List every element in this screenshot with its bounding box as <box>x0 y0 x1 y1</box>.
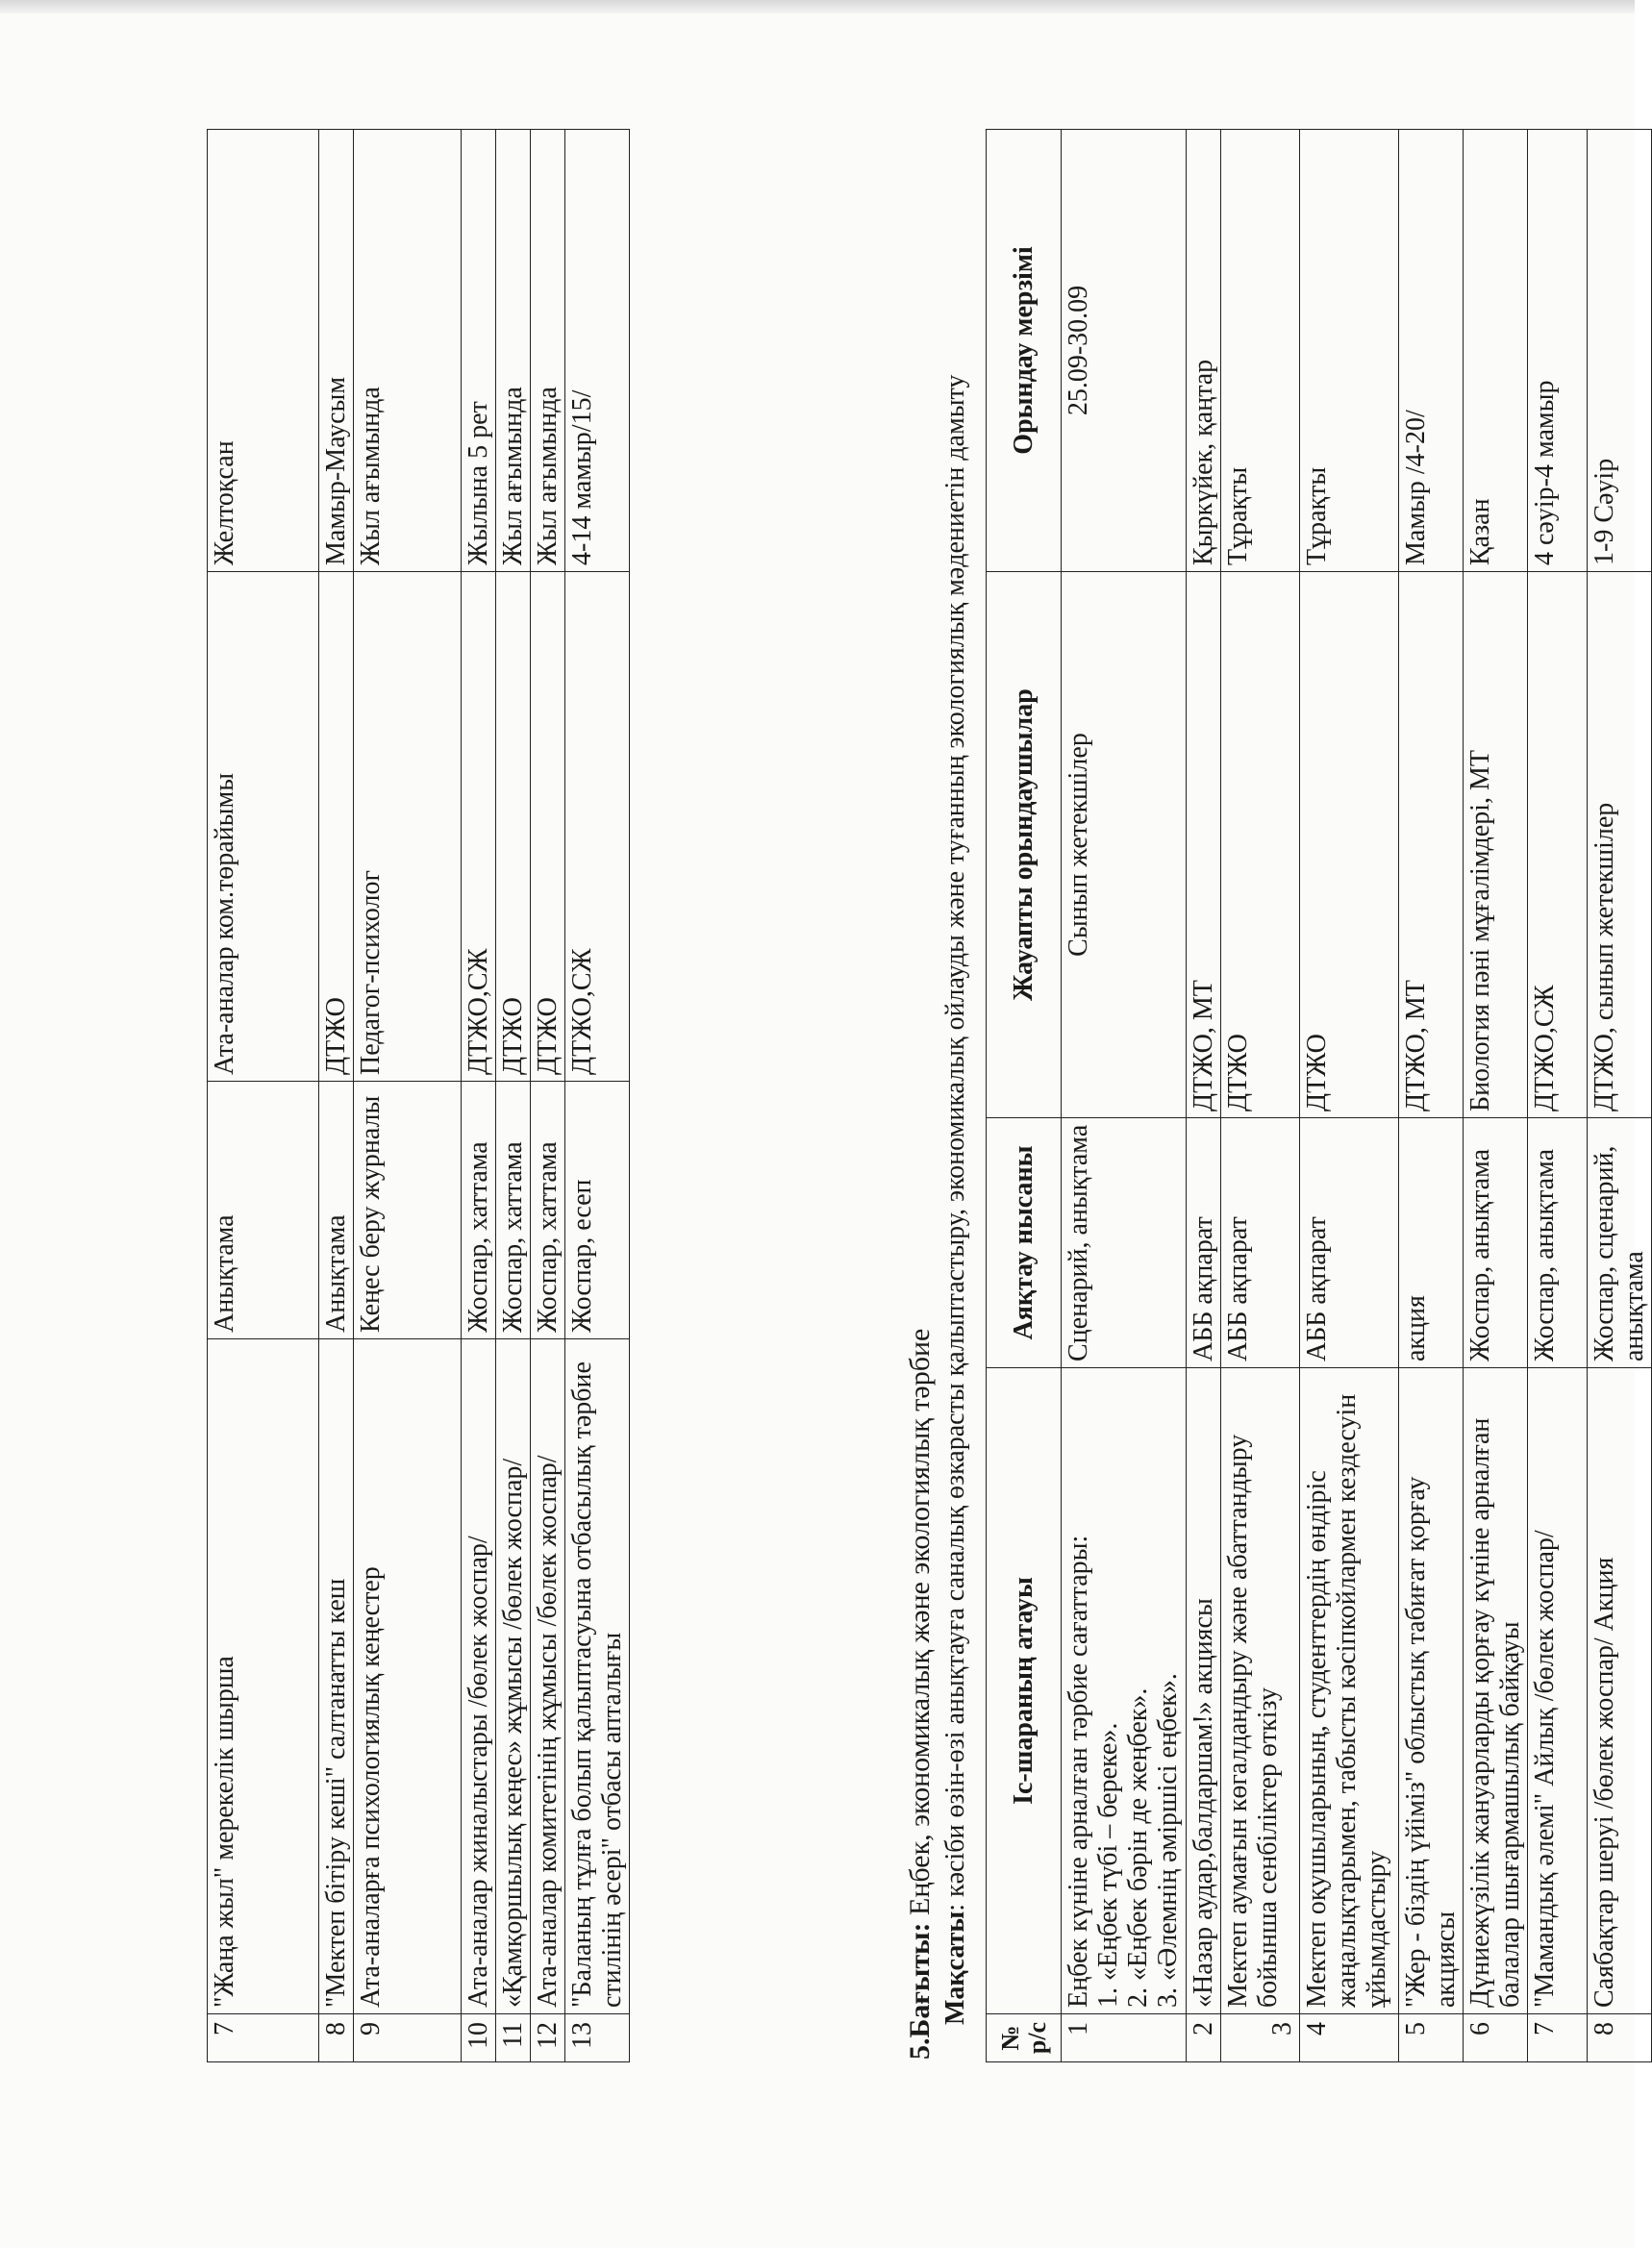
row-number: 6 <box>1464 2014 1528 2062</box>
table-row <box>1464 130 1528 2062</box>
header-deadline: Орындау мерзімі <box>987 130 1062 572</box>
responsible: ДТЖО, сынып жетекшілер <box>1588 572 1652 1118</box>
responsible: Биология пәні мұғалімдері, МТ <box>1464 572 1528 1118</box>
event-line: Еңбек күніне арналған тәрбие сағаттары: <box>1064 1535 1093 2008</box>
table-row <box>1300 130 1399 2062</box>
deadline: Жыл ағымында <box>354 130 462 572</box>
table-row <box>319 130 354 2062</box>
completion-form: Жоспар, есеп <box>565 1082 630 1339</box>
event-line: 1. «Еңбек түбі – береке». <box>1093 1722 1123 2008</box>
section-goal-label: Мақсаты <box>940 1911 970 2025</box>
row-number: 8 <box>1588 2014 1652 2062</box>
deadline: 25.09-30.09 <box>1062 130 1187 572</box>
completion-form: Жоспар, сценарий, анықтама <box>1588 1118 1652 1368</box>
row-number: 11 <box>496 2014 531 2062</box>
responsible: ДТЖО <box>319 572 354 1082</box>
section-heading <box>904 1329 937 2060</box>
event-name <box>1062 1368 1187 2014</box>
event-name: Ата-аналар жиналыстары /бөлек жоспар/ <box>462 1339 496 2014</box>
row-number: 8 <box>319 2014 354 2062</box>
deadline: Жыл ағымында <box>496 130 531 572</box>
table-row <box>531 130 565 2062</box>
responsible: ДТЖО,СЖ <box>1528 572 1588 1118</box>
row-number: 5 <box>1399 2014 1464 2062</box>
responsible: Ата-аналар ком.төрайымы <box>208 572 319 1082</box>
deadline: Тұрақты <box>1300 130 1399 572</box>
row-number: 12 <box>531 2014 565 2062</box>
header-responsible: Жауапты орындаушылар <box>987 572 1062 1118</box>
table-row <box>1588 130 1652 2062</box>
deadline: Тұрақты <box>1221 130 1300 572</box>
section-goal <box>940 121 971 2025</box>
event-name: "Мамандық әлемі" Айлық /бөлек жоспар/ <box>1528 1368 1588 2014</box>
responsible: ДТЖО <box>496 572 531 1082</box>
deadline: Жылына 5 рет <box>462 130 496 572</box>
header-number: № р/с <box>987 2014 1062 2062</box>
deadline: Желтоқсан <box>208 130 319 572</box>
responsible: Сынып жетекшілер <box>1062 572 1187 1118</box>
row-number: 9 <box>354 2014 462 2062</box>
event-name: "Жаңа жыл" мерекелік шырша <box>208 1339 319 2014</box>
deadline: Жыл ағымында <box>531 130 565 572</box>
event-name: Ата-аналар комитетінің жұмысы /бөлек жоспар/ <box>531 1339 565 2014</box>
table-row <box>462 130 496 2062</box>
responsible: Педагог-психолог <box>354 572 462 1082</box>
event-name: "Мектеп бітіру кеші" салтанатты кеш <box>319 1339 354 2014</box>
event-name: "Баланың тұлға болып қалыптасуына отбасылық тәрбие стилінің әсері" отбасы апталығы <box>565 1339 630 2014</box>
event-line: 3. «Әлемнің әміршісі еңбек». <box>1153 1673 1183 2008</box>
event-name: «Назар аудар,балдаршам!» акциясы <box>1187 1368 1221 2014</box>
responsible: ДТЖО <box>1221 572 1300 1118</box>
row-number: 10 <box>462 2014 496 2062</box>
deadline: 4-14 мамыр/15/ <box>565 130 630 572</box>
row-number: 7 <box>1528 2014 1588 2062</box>
completion-form: Жоспар, анықтама <box>1464 1118 1528 1368</box>
completion-form: Жоспар, анықтама <box>1528 1118 1588 1368</box>
parents-events-table <box>207 129 630 2062</box>
labor-economic-ecological-table <box>986 129 1652 2062</box>
table-row <box>565 130 630 2062</box>
responsible: ДТЖО, МТ <box>1187 572 1221 1118</box>
completion-form: акция <box>1399 1118 1464 1368</box>
section-heading-label: 5.Бағыты: <box>904 1922 936 2060</box>
table-row <box>354 130 462 2062</box>
row-number: 3 <box>1221 2014 1300 2062</box>
event-name: Ата-аналарға психологиялық кеңестер <box>354 1339 462 2014</box>
section-goal-text: : кәсіби өзін-өзі анықтауға саналық өзкарасты қалыптастыру, экономикалық ойлауды және туғанның экологиялық мәдениетін дамыту <box>940 374 970 1911</box>
completion-form: Жоспар, хаттама <box>496 1082 531 1339</box>
row-number: 2 <box>1187 2014 1221 2062</box>
completion-form: Анықтама <box>319 1082 354 1339</box>
table-row <box>1187 130 1221 2062</box>
event-name: Дүниежүзілік жануарларды қорғау күніне арналған балалар шығармашылық байқауы <box>1464 1368 1528 2014</box>
row-number: 13 <box>565 2014 630 2062</box>
completion-form: Анықтама <box>208 1082 319 1339</box>
event-name: Мектеп аумағын көгалдандыру және абаттандыру бойынша сенбіліктер өткізу <box>1221 1368 1300 2014</box>
header-form: Аяқтау нысаны <box>987 1118 1062 1368</box>
row-number: 4 <box>1300 2014 1399 2062</box>
table-row <box>208 130 319 2062</box>
responsible: ДТЖО <box>531 572 565 1082</box>
event-name: «Қамқоршылық кеңес» жұмысы /бөлек жоспар/ <box>496 1339 531 2014</box>
header-event: Іс-шараның атауы <box>987 1368 1062 2014</box>
section-heading-text: Еңбек, экономикалық және экологиялық тәрбие <box>904 1328 936 1923</box>
responsible: ДТЖО,СЖ <box>565 572 630 1082</box>
deadline: 1-9 Сәуір <box>1588 130 1652 572</box>
deadline: 4 сәуір-4 мамыр <box>1528 130 1588 572</box>
completion-form: Кеңес беру журналы <box>354 1082 462 1339</box>
event-name: Мектеп оқушыларының, студенттердің өндіріс жаңалықтарымен, табысты кәсіпкойлармен кездесуін ұйымдастыру <box>1300 1368 1399 2014</box>
event-line: 2. «Еңбек бәрін де жеңбек». <box>1123 1687 1153 2008</box>
responsible: ДТЖО,СЖ <box>462 572 496 1082</box>
row-number: 1 <box>1062 2014 1187 2062</box>
completion-form: АББ ақпарат <box>1221 1118 1300 1368</box>
table-row <box>1062 130 1187 2062</box>
completion-form: Жоспар, хаттама <box>462 1082 496 1339</box>
table-row <box>1528 130 1588 2062</box>
deadline: Қыркүйек, қаңтар <box>1187 130 1221 572</box>
completion-form: Сценарий, анықтама <box>1062 1118 1187 1368</box>
deadline: Мамыр /4-20/ <box>1399 130 1464 572</box>
table-row <box>496 130 531 2062</box>
completion-form: Жоспар, хаттама <box>531 1082 565 1339</box>
table-row <box>1399 130 1464 2062</box>
deadline: Қазан <box>1464 130 1528 572</box>
table-header-row <box>987 130 1062 2062</box>
completion-form: АББ ақпарат <box>1300 1118 1399 1368</box>
completion-form: АББ ақпарат <box>1187 1118 1221 1368</box>
table-row <box>1221 130 1300 2062</box>
event-name: "Жер - біздің үйіміз" облыстық табиғат қорғау акциясы <box>1399 1368 1464 2014</box>
deadline: Мамыр-Маусым <box>319 130 354 572</box>
event-name: Саябақтар шеруі /бөлек жоспар/ Акция <box>1588 1368 1652 2014</box>
responsible: ДТЖО <box>1300 572 1399 1118</box>
responsible: ДТЖО, МТ <box>1399 572 1464 1118</box>
row-number: 7 <box>208 2014 319 2062</box>
